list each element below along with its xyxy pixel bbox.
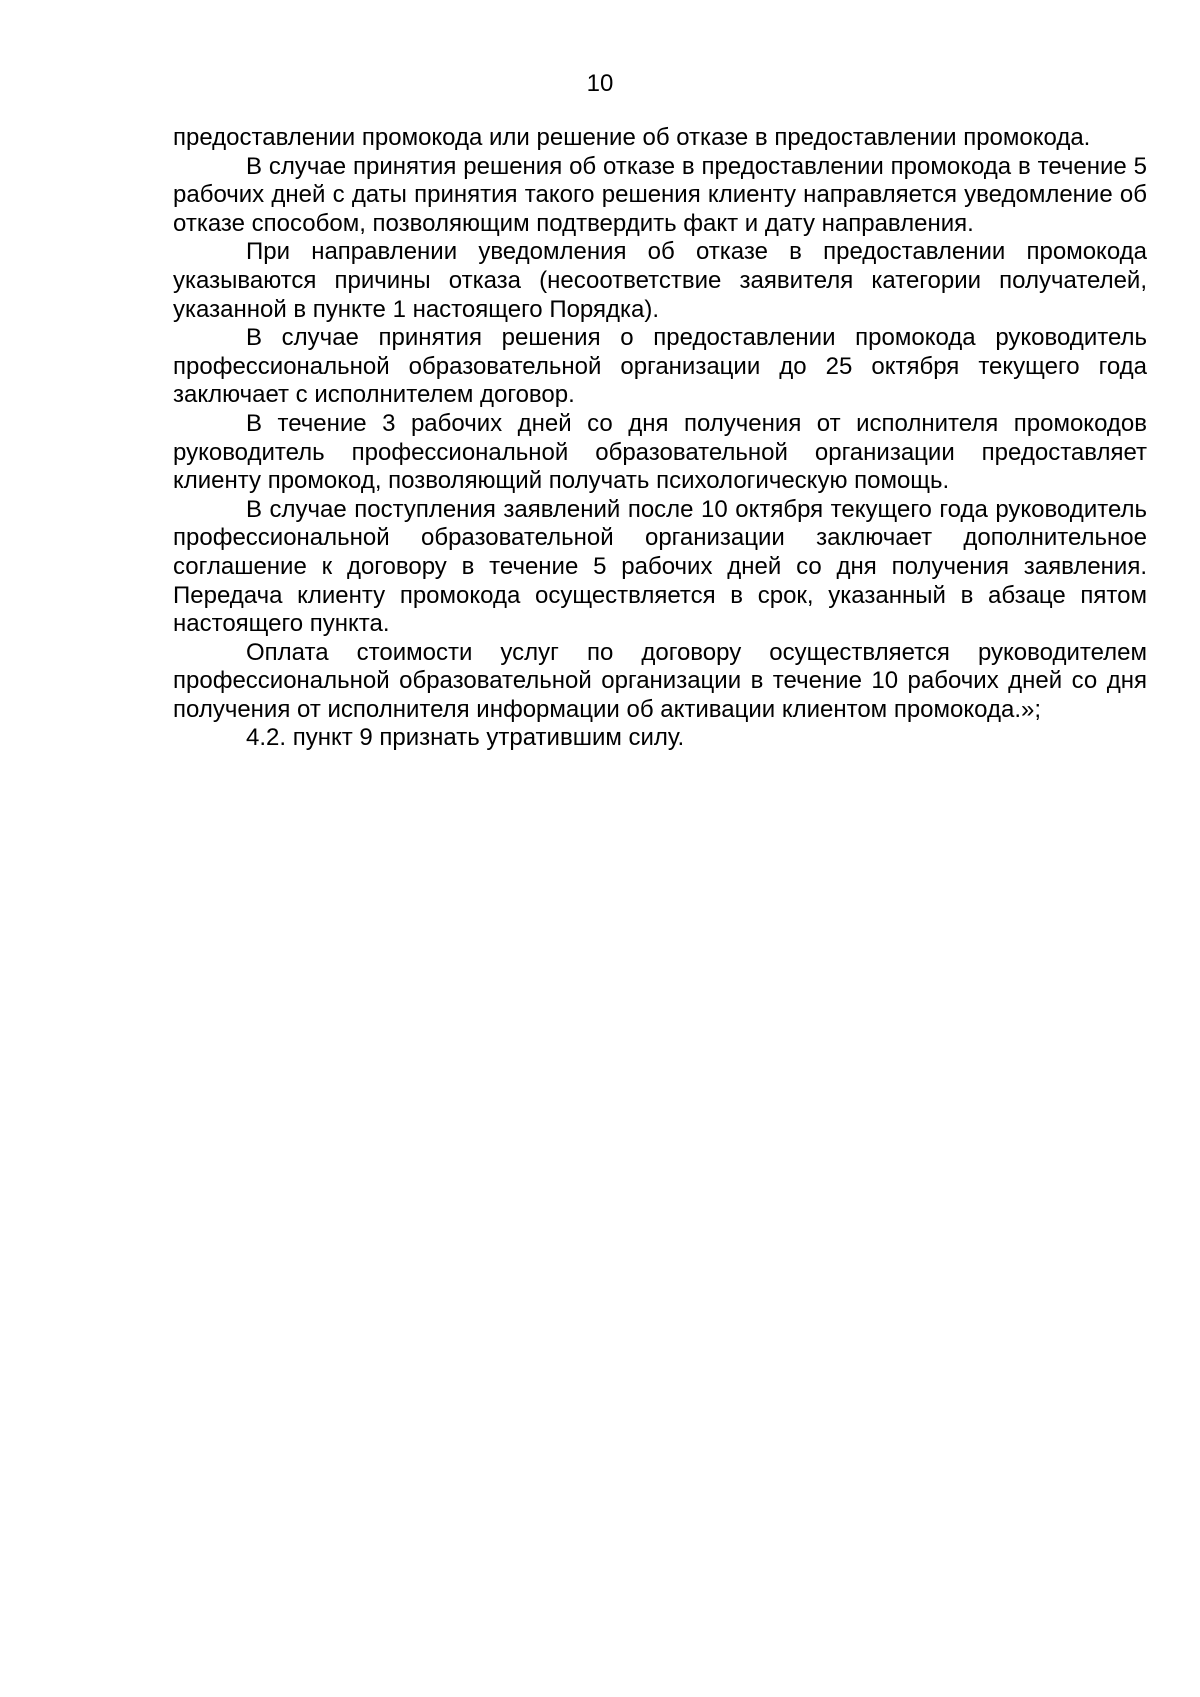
paragraph-continuation: предоставлении промокода или решение об отказе в предоставлении промокода. bbox=[173, 124, 1091, 151]
document-body bbox=[173, 124, 1147, 753]
paragraph-refusal-notice: В случае принятия решения об отказе в предоставлении промокода в течение 5 рабочих дней с даты принятия такого решения клиенту направляется уведомление об отказе способом, позволяющим подтвердить факт и дату направления. bbox=[173, 152, 1147, 237]
paragraph-promocode-provision: В течение 3 рабочих дней со дня получения от исполнителя промокодов руководитель профессиональной образовательной организации предоставляет клиенту промокод, позволяющий получать психологическую помощь. bbox=[173, 409, 1147, 495]
paragraph-contract-conclusion: В случае принятия решения о предоставлении промокода руководитель профессиональной образовательной организации до 25 октября текущего года заключает с исполнителем договор. bbox=[173, 324, 1147, 409]
paragraph-payment: Оплата стоимости услуг по договору осуществляется руководителем профессиональной образовательной организации в течение 10 рабочих дней со дня получения от исполнителя информации об активации клиентом промокода.»; bbox=[173, 638, 1147, 723]
page-number: 10 bbox=[586, 70, 614, 97]
paragraph-refusal-reasons: При направлении уведомления об отказе в предоставлении промокода указываются причины отказа (несоответствие заявителя категории получателей, указанной в пункте 1 настоящего Порядка). bbox=[173, 238, 1147, 323]
paragraph-item-4-2: 4.2. пункт 9 признать утратившим силу. bbox=[246, 724, 685, 752]
paragraph-late-applications: В случае поступления заявлений после 10 октября текущего года руководитель профессиональной образовательной организации заключает дополнительное соглашение к договору в течение 5 рабочих дней со дня получения заявления. Передача клиенту промокода осуществляется в срок, указанный в абзаце пятом настоящего пункта. bbox=[173, 495, 1147, 638]
